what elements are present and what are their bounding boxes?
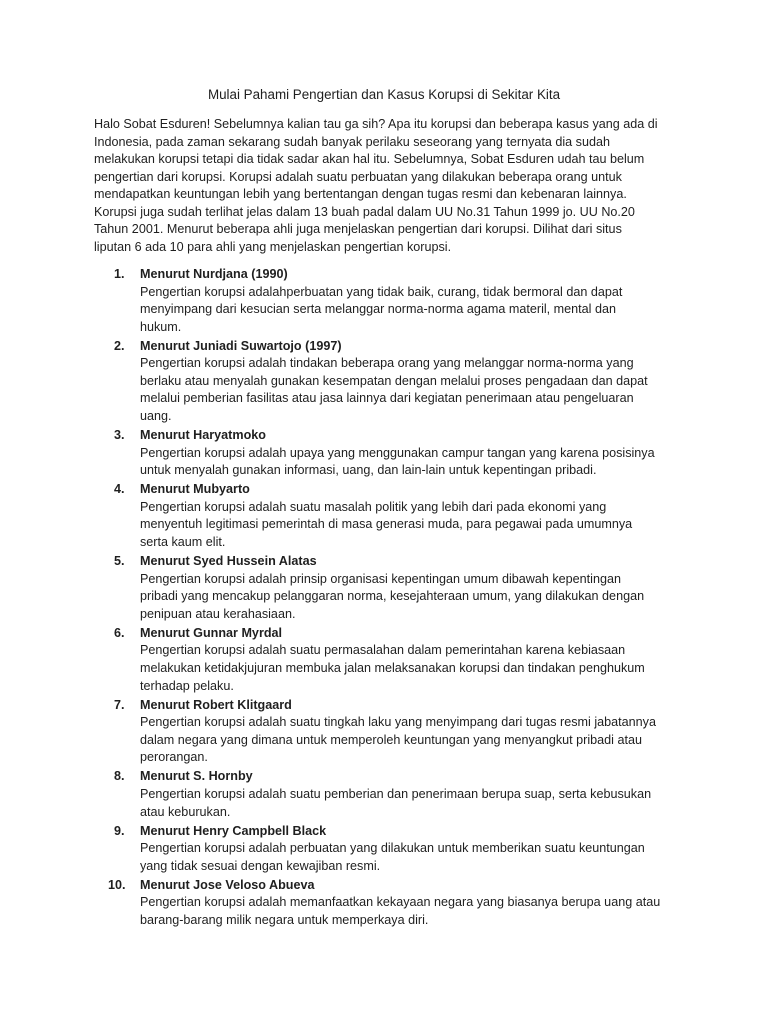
list-item-number: 6. — [114, 625, 125, 640]
list-item-heading: Menurut Mubyarto — [140, 482, 250, 497]
list-item — [94, 481, 694, 551]
list-item-number: 4. — [114, 482, 125, 497]
intro-line: mendapatkan keuntungan lebih yang bertentangan dengan tugas resmi dan kebenaran lainnya. — [94, 187, 627, 202]
expert-definitions-list — [94, 266, 694, 931]
list-item-heading: Menurut Robert Klitgaard — [140, 697, 292, 712]
list-item-text: Pengertian korupsi adalah suatu permasalahan dalam pemerintahan karena kebiasaan — [140, 643, 626, 658]
list-item-text: perorangan. — [140, 750, 208, 765]
list-item — [94, 877, 694, 930]
list-item-number: 5. — [114, 554, 125, 569]
intro-line: Korupsi juga sudah terlihat jelas dalam 13 buah padal dalam UU No.31 Tahun 1999 jo. UU No.20 — [94, 204, 635, 219]
list-item-text: Pengertian korupsi adalah upaya yang menggunakan campur tangan yang karena posisinya — [140, 445, 655, 460]
list-item — [94, 697, 694, 767]
list-item — [94, 625, 694, 695]
list-item-number: 1. — [114, 267, 125, 281]
list-item-number: 10. — [108, 877, 126, 892]
list-item-text: atau keburukan. — [140, 804, 231, 819]
list-item-text: Pengertian korupsi adalah prinsip organisasi kepentingan umum dibawah kepentingan — [140, 571, 621, 586]
list-item-text: barang-barang milik negara untuk memperkaya diri. — [140, 913, 429, 928]
list-item-text: Pengertian korupsi adalah suatu masalah politik yang lebih dari pada ekonomi yang — [140, 499, 607, 514]
list-item-text: Pengertian korupsi adalah tindakan beberapa orang yang melanggar norma-norma yang — [140, 356, 634, 371]
list-item-heading: Menurut S. Hornby — [140, 769, 253, 784]
list-item-number: 3. — [114, 428, 125, 443]
intro-line: melakukan korupsi tetapi dia tidak sadar akan hal itu. Sebelumnya, Sobat Esduren udah tau belum — [94, 152, 645, 167]
list-item-heading: Menurut Jose Veloso Abueva — [140, 877, 315, 892]
list-item-text: menyentuh legitimasi pemerintah di masa generasi muda, para pegawai pada umumnya — [140, 517, 633, 532]
list-item-number: 7. — [114, 697, 125, 712]
list-item-text: Pengertian korupsi adalah perbuatan yang dilakukan untuk memberikan suatu keuntungan — [140, 841, 645, 856]
intro-line: Halo Sobat Esduren! Sebelumnya kalian tau ga sih? Apa itu korupsi dan beberapa kasus yang ada di — [94, 117, 658, 131]
list-item-text: berlaku atau menyalah gunakan kesempatan dengan melalui proses pengadaan dan dapat — [140, 373, 648, 388]
list-item-number: 9. — [114, 823, 125, 838]
list-item-number: 2. — [114, 338, 125, 353]
list-item-text: hukum. — [140, 319, 182, 334]
list-item-text: yang tidak sesuai dengan kewajiban resmi. — [140, 858, 381, 873]
intro-paragraph — [94, 116, 684, 256]
list-item-text: melakukan ketidakjujuran membuka jalan melaksanakan korupsi dan tindakan penghukum — [140, 661, 645, 675]
list-item — [94, 266, 694, 336]
list-item-text: Pengertian korupsi adalah suatu pemberian dan penerimaan berupa suap, serta kebusukan — [140, 787, 652, 802]
list-item-text: terhadap pelaku. — [140, 678, 234, 693]
list-item-heading: Menurut Gunnar Myrdal — [140, 625, 283, 640]
list-item-number: 8. — [114, 769, 125, 784]
intro-line: liputan 6 ada 10 para ahli yang menjelaskan pengertian korupsi. — [94, 239, 452, 254]
list-item-text: Pengertian korupsi adalah memanfaatkan kekayaan negara yang biasanya berupa uang atau — [140, 895, 661, 910]
list-item-text: dalam negara yang dimana untuk memperoleh keuntungan yang menyangkut pribadi atau — [140, 732, 642, 747]
list-item-heading: Menurut Juniadi Suwartojo (1997) — [140, 338, 342, 353]
list-item-text: melalui pemberian fasilitas atau jasa lainnya dari kegiatan penerimaan atau pengeluaran — [140, 391, 634, 406]
list-item — [94, 338, 694, 426]
list-item-heading: Menurut Syed Hussein Alatas — [140, 554, 317, 569]
list-item-text: Pengertian korupsi adalah suatu tingkah laku yang menyimpang dari tugas resmi jabatannya — [140, 715, 656, 730]
list-item-text: serta kaum elit. — [140, 534, 226, 549]
document-title: Mulai Pahami Pengertian dan Kasus Korupsi di Sekitar Kita — [207, 87, 561, 102]
intro-line: Tahun 2001. Menurut beberapa ahli juga menjelaskan pengertian dari korupsi. Dilihat dari situs — [94, 222, 622, 237]
list-item-heading: Menurut Haryatmoko — [140, 428, 266, 443]
list-item — [94, 553, 694, 623]
list-item-text: penipuan atau kerahasiaan. — [140, 606, 296, 621]
intro-line: pengertian dari korupsi. Korupsi adalah suatu perbuatan yang dilakukan beberapa orang untuk — [94, 169, 622, 184]
list-item-text: untuk menyalah gunakan informasi, uang, dan lain-lain untuk kepentingan pribadi. — [140, 463, 597, 478]
list-item — [94, 768, 694, 821]
list-item-text: menyimpang dari kesucian serta melanggar norma-norma agama materil, mental dan — [140, 302, 616, 317]
list-item — [94, 823, 694, 876]
list-item-text: uang. — [140, 408, 172, 423]
intro-line: Indonesia, pada zaman sekarang sudah banyak perilaku seseorang yang ternyata dia sudah — [94, 134, 610, 149]
list-item-text: pribadi yang mencakup pelanggaran norma, kesejahteraan umum, yang dilakukan dengan — [140, 589, 645, 604]
list-item-heading: Menurut Nurdjana (1990) — [140, 267, 288, 281]
list-item-heading: Menurut Henry Campbell Black — [140, 823, 327, 838]
list-item-text: Pengertian korupsi adalahperbuatan yang tidak baik, curang, tidak bermoral dan dapat — [140, 284, 623, 299]
list-item — [94, 427, 694, 480]
